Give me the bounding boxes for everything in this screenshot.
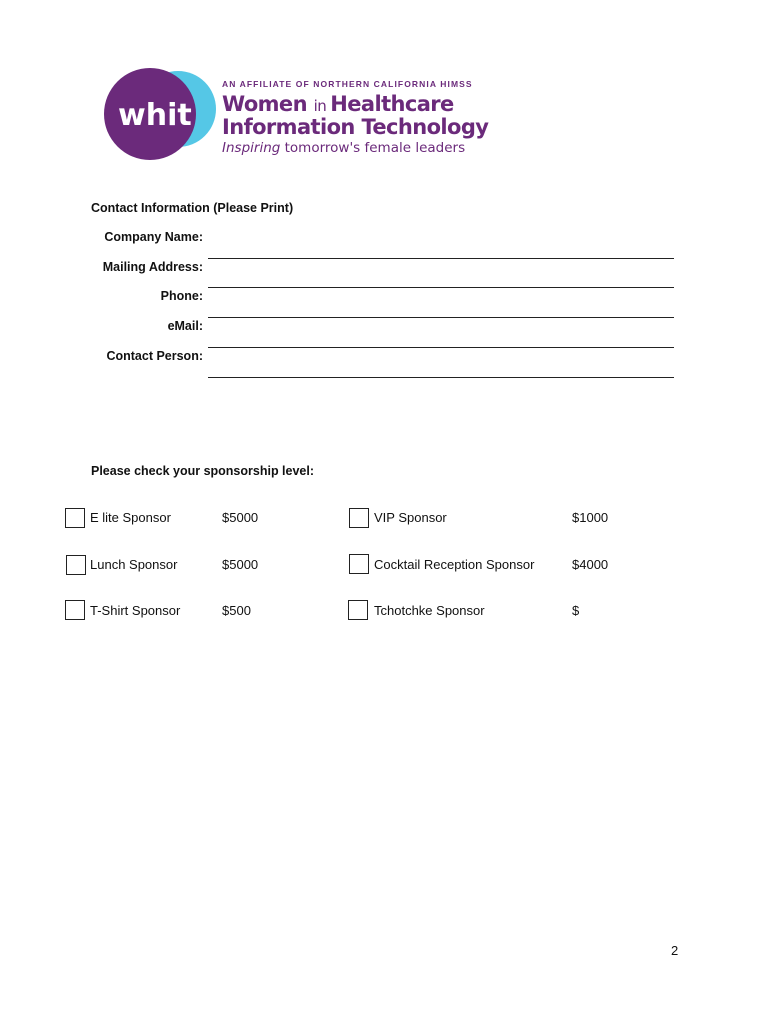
- elite-sponsor-price: $5000: [222, 510, 259, 525]
- vip-sponsor-checkbox[interactable]: [349, 508, 369, 528]
- logo-mark-text: whit: [118, 98, 192, 133]
- logo-title-line1: Women in Healthcare: [222, 92, 454, 116]
- contact-person-field[interactable]: [208, 377, 674, 378]
- tchotchke-sponsor-label: Tchotchke Sponsor: [374, 603, 485, 618]
- vip-sponsor-price: $1000: [572, 510, 609, 525]
- email-label: eMail:: [167, 319, 203, 333]
- logo-title-line2: Information Technology: [222, 115, 489, 139]
- lunch-sponsor-checkbox[interactable]: [66, 555, 86, 575]
- mailing-address-field[interactable]: [208, 287, 674, 288]
- tshirt-sponsor-label: T-Shirt Sponsor: [90, 603, 181, 618]
- vip-sponsor-label: VIP Sponsor: [374, 510, 447, 525]
- sponsorship-heading: Please check your sponsorship level:: [91, 464, 315, 478]
- elite-sponsor-label: E lite Sponsor: [90, 510, 171, 525]
- tchotchke-sponsor-price: $: [572, 603, 580, 618]
- mailing-address-label: Mailing Address:: [102, 260, 203, 274]
- logo-affiliate-text: AN AFFILIATE OF NORTHERN CALIFORNIA HIMSS: [222, 79, 473, 89]
- company-name-label: Company Name:: [104, 230, 203, 244]
- elite-sponsor-checkbox[interactable]: [65, 508, 85, 528]
- lunch-sponsor-price: $5000: [222, 557, 259, 572]
- cocktail-reception-sponsor-price: $4000: [572, 557, 609, 572]
- whit-logo-mark: [104, 66, 219, 166]
- email-field[interactable]: [208, 347, 674, 348]
- logo-tagline: Inspiring tomorrow's female leaders: [222, 140, 466, 156]
- lunch-sponsor-label: Lunch Sponsor: [90, 557, 178, 572]
- tchotchke-sponsor-checkbox[interactable]: [348, 600, 368, 620]
- cocktail-reception-sponsor-checkbox[interactable]: [349, 554, 369, 574]
- whit-logo: [104, 66, 489, 166]
- contact-person-label: Contact Person:: [106, 349, 203, 363]
- cocktail-reception-sponsor-label: Cocktail Reception Sponsor: [374, 557, 535, 572]
- company-name-field[interactable]: [208, 258, 674, 259]
- tshirt-sponsor-price: $500: [222, 603, 251, 618]
- tshirt-sponsor-checkbox[interactable]: [65, 600, 85, 620]
- page-number: 2: [671, 943, 679, 958]
- phone-field[interactable]: [208, 317, 674, 318]
- contact-heading: Contact Information (Please Print): [91, 201, 294, 215]
- phone-label: Phone:: [160, 289, 203, 303]
